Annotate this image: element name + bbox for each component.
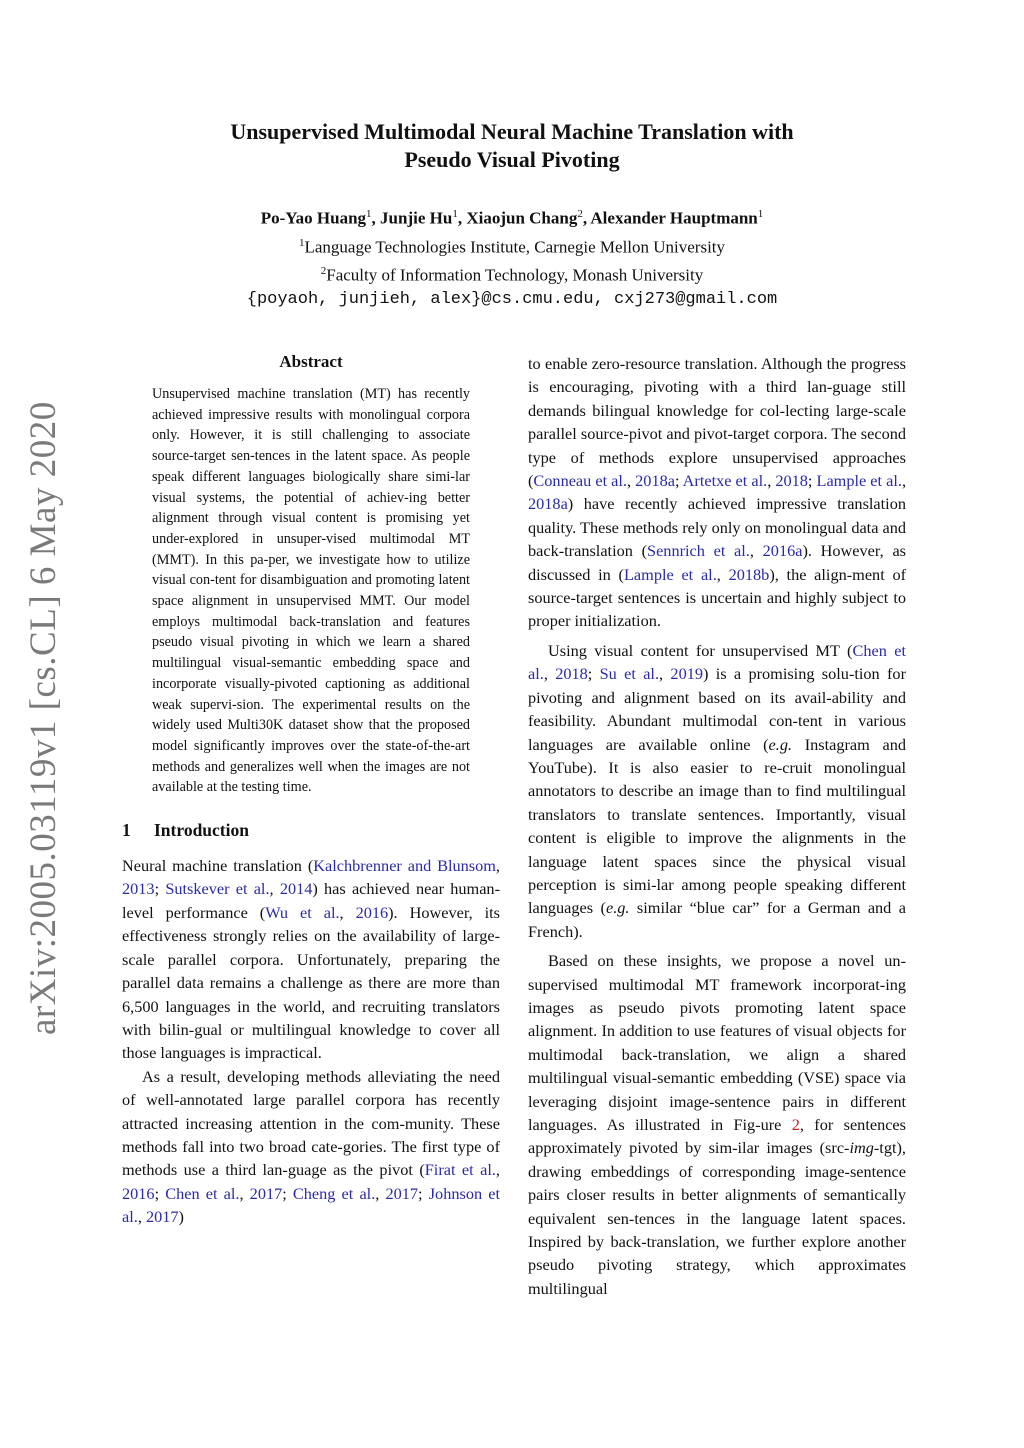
citation-link[interactable]: Sennrich et al. <box>647 541 750 561</box>
citation-link[interactable]: Chen et al. <box>528 640 906 684</box>
citation-year-link[interactable]: 2019 <box>670 664 703 684</box>
citation-link[interactable]: Firat et al. <box>424 1160 496 1180</box>
arxiv-identifier-stamp: arXiv:2005.03119v1 [cs.CL] 6 May 2020 <box>23 401 64 1035</box>
citation-link[interactable]: Kalchbrenner and Blunsom <box>313 856 496 876</box>
intro-paragraph-4: Using visual content for unsupervised MT (Chen et al., 2018; Su et al., 2019) is a promising solu-tion for pivoting and alignment based on its avail-ability and feasibility. Abundant multimodal con-tent in various languages are available online (e.g. Instagram and YouTube). It is also easier to re-cruit monolingual annotators to describe an image than to find multilingual translators to translate sentences. Importantly, visual content is eligible to improve the alignments in the language latent spaces since the physical visual perception is simi-lar among people speaking different languages (e.g. similar “blue car” for a German and a French). <box>528 640 906 941</box>
affiliation-1: $^1$Language Technologies Institute, Carnegie Mellon University <box>298 236 726 257</box>
section-number: 1 <box>122 820 131 841</box>
citation-year-link[interactable]: 2017 <box>249 1183 283 1203</box>
author-2: Junjie Hu <box>380 208 453 228</box>
intro-paragraph-2: As a result, developing methods alleviating the need of well-annotated large parallel corpora has recently attracted increasing attention in the com-munity. These methods fall into two broad cate-gories. The first type of methods use a third lan-guage as the pivot (Firat et al., 2016; Chen et al., 2017; Cheng et al., 2017; Johnson et al., 2017) <box>122 1066 500 1227</box>
citation-year-link[interactable]: 2018a <box>635 471 675 491</box>
title-line-1: Unsupervised Multimodal Neural Machine Translation with <box>230 119 794 144</box>
right-column <box>528 352 906 1300</box>
citation-link[interactable]: Johnson et al. <box>122 1183 500 1227</box>
citation-link[interactable]: Artetxe et al. <box>682 471 768 491</box>
citation-year-link[interactable]: 2018b <box>728 564 770 584</box>
author-1: Po-Yao Huang <box>260 208 367 228</box>
citation-year-link[interactable]: 2014 <box>279 879 313 899</box>
author-3: Xiaojun Chang <box>466 208 578 228</box>
figure-reference-link[interactable]: 2 <box>791 1115 800 1134</box>
citation-link[interactable]: Conneau et al. <box>533 471 628 491</box>
citation-link[interactable]: Lample et al. <box>623 564 717 584</box>
author-emails: {poyaoh, junjieh, alex}@cs.cmu.edu, cxj273@gmail.com <box>246 289 778 309</box>
section-heading-introduction <box>122 818 500 842</box>
intro-paragraph-3: to enable zero-resource translation. Although the progress is encouraging, pivoting with a third lan-guage still demands bilingual knowledge for col-lecting large-scale parallel source-pivot and pivot-target corpora. The second type of methods explore unsupervised approaches (Conneau et al., 2018a; Artetxe et al., 2018; Lample et al., 2018a) have recently achieved impressive translation quality. These methods rely only on monolingual data and back-translation (Sennrich et al., 2016a). However, as discussed in (Lample et al., 2018b), the align-ment of source-target sentences is uncertain and highly subject to proper initialization. <box>528 354 907 631</box>
author-block <box>0 202 1024 312</box>
paper-title <box>0 118 1024 174</box>
citation-link[interactable]: Su et al. <box>599 664 660 684</box>
section-title: Introduction <box>154 820 249 841</box>
eg-abbrev: e.g. <box>605 898 630 918</box>
citation-year-link[interactable]: 2016 <box>122 1183 155 1203</box>
citation-link[interactable]: Lample et al. <box>816 471 902 491</box>
citation-link[interactable]: Sutskever et al. <box>165 879 270 899</box>
citation-year-link[interactable]: 2018 <box>555 664 588 684</box>
citation-year-link[interactable]: 2017 <box>145 1207 179 1227</box>
citation-year-link[interactable]: 2013 <box>122 879 155 899</box>
citation-link[interactable]: Wu et al. <box>265 902 340 922</box>
left-column <box>122 350 500 1229</box>
abstract-body: Unsupervised machine translation (MT) has recently achieved impressive results with monolingual corpora only. However, it is still challenging to associate source-target sen-tences in the latent space. As people speak different languages biologically share simi-lar visual systems, the potential of achiev-ing better alignment through visual content is promising yet under-explored in unsuper-vised multimodal MT (MMT). In this pa-per, we investigate how to utilize visual con-tent for disambiguation and promoting latent space alignment in unsupervised MMT. Our model employs multimodal back-translation and features pseudo visual pivoting in which we learn a shared multilingual visual-semantic embedding space and incorporate visually-pivoted captioning as additional weak supervi-sion. The experimental results on the widely used Multi30K dataset show that the proposed model significantly improves over the state-of-the-art methods and generalizes well when the images are not available at the testing time. <box>152 386 470 796</box>
author-names: Po-Yao Huang$^1$, Junjie Hu$^1$, Xiaojun Chang$^2$, Alexander Hauptmann$^1$ <box>260 208 764 228</box>
intro-paragraph-5: Based on these insights, we propose a novel un-supervised multimodal MT framework incorporat-ing images as pseudo pivots promoting latent space alignment. In addition to use features of visual objects for multimodal back-translation, we align a shared multilingual visual-semantic embedding (VSE) space via leveraging disjoint image-sentence pairs in different languages. As illustrated in Fig-ure 2, for sentences approximately pivoted by sim-ilar images (src-img-tgt), drawing embeddings of corresponding image-sentence pairs closer results in better alignments of semantically equivalent sen-tences in the language latent spaces. Inspired by back-translation, we further explore another pseudo pivoting strategy, which approximates multilingual <box>528 951 906 1298</box>
citation-year-link[interactable]: 2016 <box>355 902 389 922</box>
citation-link[interactable]: Chen et al. <box>165 1183 240 1203</box>
citation-year-link[interactable]: 2018 <box>775 471 808 491</box>
abstract-heading: Abstract <box>279 352 343 371</box>
eg-abbrev: e.g. <box>768 734 793 754</box>
citation-year-link[interactable]: 2018a <box>528 494 568 514</box>
intro-paragraph-1: Neural machine translation (Kalchbrenner and Blunsom, 2013; Sutskever et al., 2014) has achieved near human-level performance (Wu et al., 2016). However, its effectiveness strongly relies on the availability of large-scale parallel corpora. Unfortunately, preparing the parallel data remains a challenge as there are more than 6,500 languages in the world, and recruiting translators with bilin-gual or multilingual knowledge to cover all those languages is impractical. <box>122 856 501 1063</box>
citation-year-link[interactable]: 2017 <box>385 1183 419 1203</box>
affiliation-2: $^2$Faculty of Information Technology, Monash University <box>320 265 704 285</box>
citation-year-link[interactable]: 2016a <box>762 541 803 561</box>
citation-link[interactable]: Cheng et al. <box>292 1183 376 1203</box>
title-line-2: Pseudo Visual Pivoting <box>404 147 620 172</box>
author-4: Alexander Hauptmann <box>590 208 758 228</box>
img-italic: img <box>849 1138 874 1158</box>
